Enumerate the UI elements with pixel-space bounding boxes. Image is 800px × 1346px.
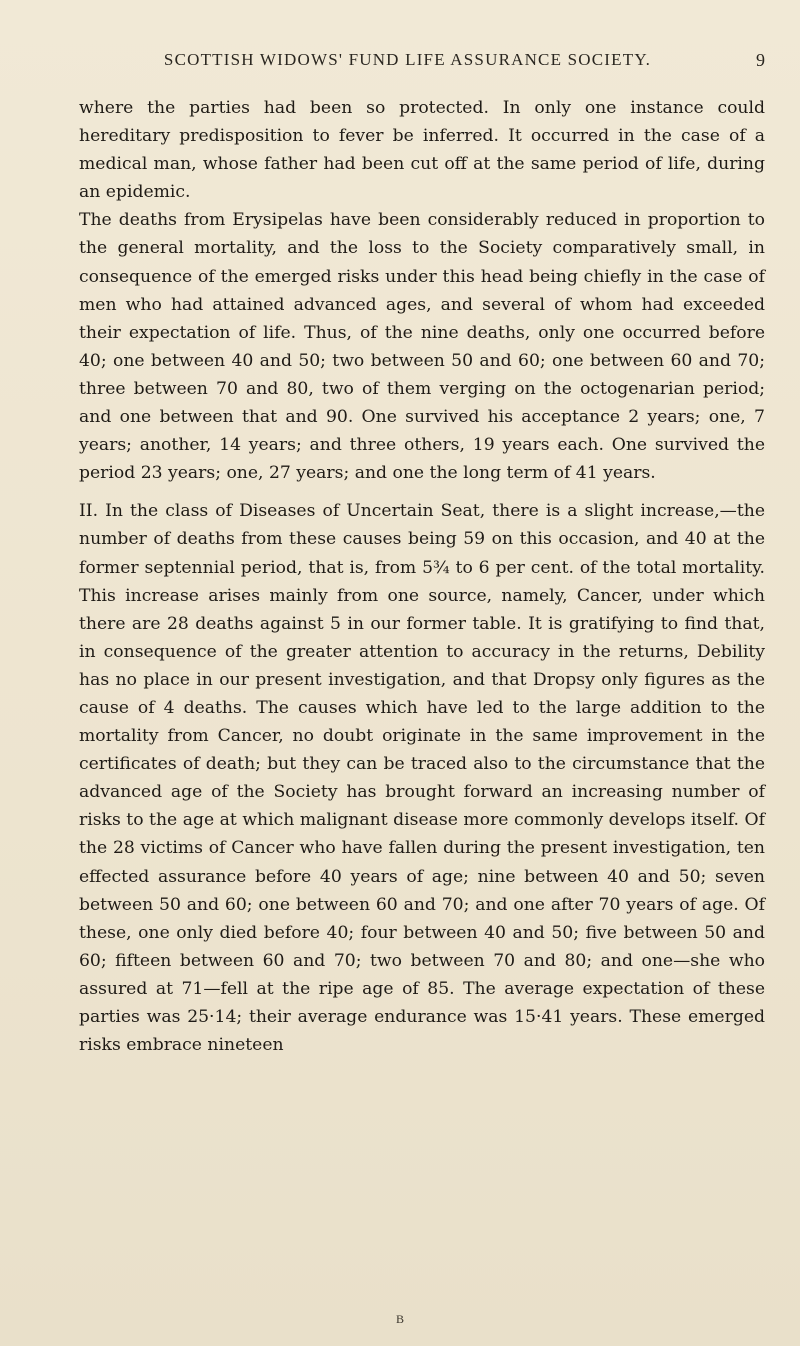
paragraph-uncertain-seat: II. In the class of Diseases of Uncertain Seat, there is a slight increase,—the number of deaths from these causes being 59 on this occasion, and 40 at the former septennial period, that is, from 5¾ to 6 per cent. of the total mortality. This increase arises mainly from one source, namely, Cancer, under which there are 28 deaths against 5 in our former table. It is gratifying to find that, in consequence of the greater attention to accuracy in the returns, Debility has no place in our present investigation, and that Dropsy only figures as the cause of 4 deaths. The causes which have led to the large addition to the mortality from Cancer, no doubt originate in the same improvement in the certificates of death; but they can be traced also to the circumstance that the advanced age of the Society has brought forward an increasing number of risks to the age at which malignant disease more commonly develops itself. Of the 28 victims of Cancer who have fallen during the present investigation, ten effected assurance before 40 years of age; nine between 40 and 50; seven between 50 and 60; one between 60 and 70; and one after 70 years of age. Of these, one only died before 40; four between 40 and 50; five between 50 and 60; fifteen between 60 and 70; two between 70 and 80; and one—she who assured at 71—fell at the ripe age of 85. The average expectation of these parties was 25·14; their average endurance was 15·41 years. These emerged risks embrace nineteen — [79, 501, 765, 1056]
paragraph-fever-continuation: where the parties had been so protected. In only one instance could hereditary predisposition to fever be inferred. It occurred in the case of a medical man, whose father had been cut off at the same period of life, during an epidemic. — [79, 98, 765, 203]
body-text — [79, 94, 765, 1059]
running-head — [50, 50, 765, 76]
page-number: 9 — [756, 50, 765, 70]
signature-mark: B — [395, 1312, 404, 1326]
running-title: SCOTTISH WIDOWS' FUND LIFE ASSURANCE SOCIETY. — [163, 50, 652, 69]
paragraph-erysipelas: The deaths from Erysipelas have been considerably reduced in proportion to the general mortality, and the loss to the Society comparatively small, in consequence of the emerged risks under this head being chiefly in the case of men who had attained advanced ages, and several of whom had exceeded their expectation of life. Thus, of the nine deaths, only one occurred before 40; one between 40 and 50; two between 50 and 60; one between 60 and 70; three between 70 and 80, two of them verging on the octogenarian period; and one between that and 90. One survived his acceptance 2 years; one, 7 years; another, 14 years; and three others, 19 years each. One survived the period 23 years; one, 27 years; and one the long term of 41 years. — [79, 210, 765, 484]
